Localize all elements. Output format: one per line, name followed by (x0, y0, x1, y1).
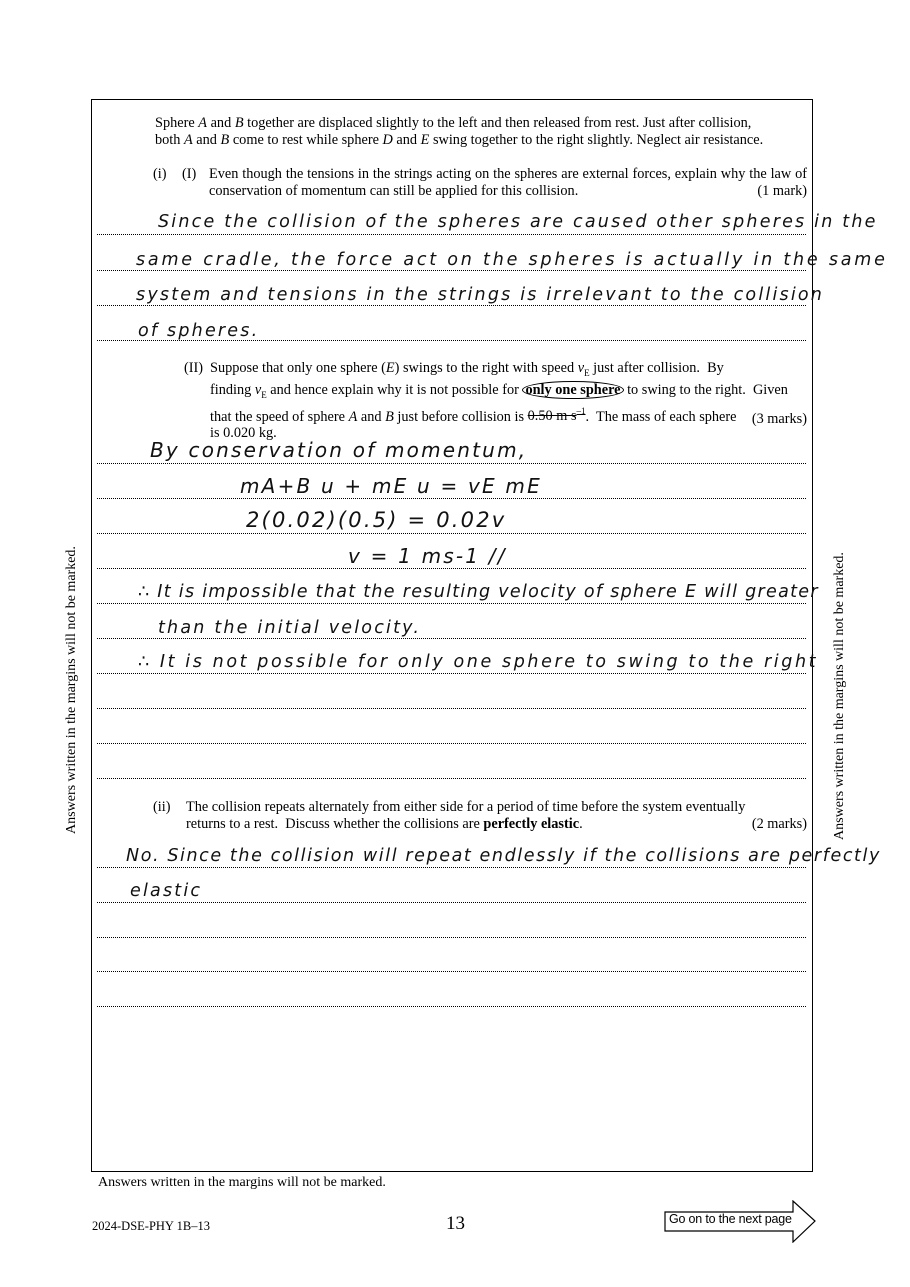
right-margin-note: Answers written in the margins will not be marked. (832, 552, 847, 840)
answer-line (97, 673, 806, 674)
answer-line (97, 463, 806, 464)
paper-code: 2024-DSE-PHY 1B–13 (92, 1219, 210, 1233)
part-I-marks: (1 mark) (757, 183, 807, 199)
part-ii-text: The collision repeats alternately from either side for a period of time before the system eventually returns to a rest. Discuss whether the collisions are perfectly elastic. (186, 799, 746, 832)
handwritten-answer-ii-1: No. Since the collision will repeat endlessly if the collisions are perfectly (126, 846, 881, 866)
left-margin-note: Answers written in the margins will not be marked. (64, 546, 79, 834)
intro-line-1: Sphere A and B together are displaced slightly to the left and then released from rest. Just after collision, (155, 115, 752, 131)
answer-line (97, 234, 806, 235)
part-II-text: Suppose that only one sphere (E) swings to the right with speed $v_E$ just after collision. By finding $v_E$ and hence explain why it is not possible for only one sphere to swing to the right. Given that the speed of sphere A and B just before collision is 0.50 m $s^{-1}$. The mass of each sphere is 0.020 kg. (210, 360, 788, 442)
handwritten-answer-I-4: of spheres. (138, 321, 260, 341)
handwritten-answer-II-6: than the initial velocity. (158, 618, 422, 638)
part-I-number: (I) (182, 166, 197, 182)
answer-line (97, 971, 806, 972)
answer-line (97, 568, 806, 569)
answer-line (97, 1006, 806, 1007)
handwritten-answer-I-1: Since the collision of the spheres are caused other spheres in the (158, 212, 878, 232)
bottom-margin-note: Answers written in the margins will not be marked. (98, 1175, 386, 1190)
answer-line (97, 603, 806, 604)
page-number: 13 (446, 1213, 465, 1234)
go-next-page-label: Go on to the next page (669, 1212, 792, 1226)
part-I-text: Even though the tensions in the strings acting on the spheres are external forces, explain why the law of conservation of momentum can still be applied for this collision. (209, 166, 807, 199)
handwritten-answer-II-3: 2(0.02)(0.5) = 0.02v (246, 508, 507, 532)
answer-line (97, 270, 806, 271)
handwritten-answer-II-4: v = 1 ms-1 // (348, 544, 507, 568)
part-ii-number: (ii) (153, 799, 171, 815)
question-intro (155, 115, 807, 149)
answer-line (97, 708, 806, 709)
part-II-number: (II) (184, 360, 204, 376)
intro-line-2: both A and B come to rest while sphere D and E swing together to the right slightly. Neglect air resistance. (155, 132, 764, 148)
answer-line (97, 902, 806, 903)
answer-line (97, 305, 806, 306)
answer-line (97, 533, 806, 534)
part-i-number: (i) (153, 166, 167, 182)
answer-line (97, 937, 806, 938)
part-II-marks: (3 marks) (751, 411, 807, 427)
handwritten-answer-II-7: ∴ It is not possible for only one sphere to swing to the right (138, 652, 819, 672)
handwritten-answer-ii-2: elastic (130, 881, 203, 901)
handwritten-answer-I-3: system and tensions in the strings is irrelevant to the collision (136, 285, 825, 305)
handwritten-answer-II-2: mA+B u + mE u = vE mE (240, 474, 542, 498)
answer-line (97, 638, 806, 639)
handwritten-answer-II-1: By conservation of momentum, (150, 438, 528, 462)
answer-line (97, 498, 806, 499)
answer-line (97, 778, 806, 779)
answer-line (97, 743, 806, 744)
handwritten-answer-I-2: same cradle, the force act on the spheres is actually in the same (136, 250, 888, 270)
answer-line (97, 867, 806, 868)
go-next-page-arrow (664, 1200, 816, 1243)
handwritten-answer-II-5: ∴ It is impossible that the resulting velocity of sphere E will greater (138, 582, 819, 602)
part-ii-marks: (2 marks) (751, 816, 807, 832)
